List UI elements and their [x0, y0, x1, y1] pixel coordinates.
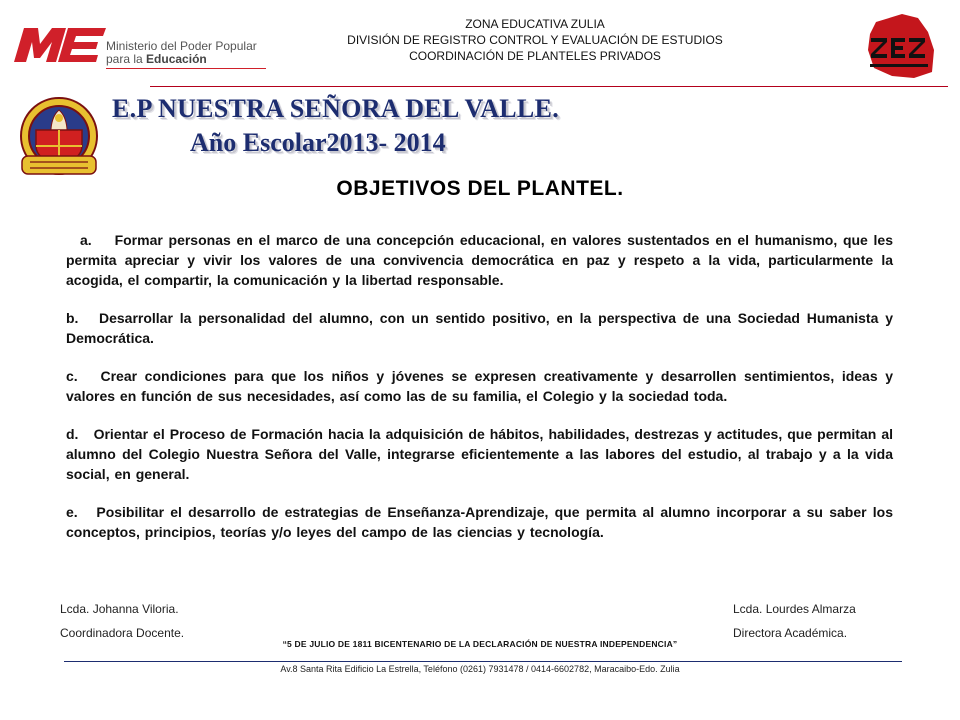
header-line-zone: ZONA EDUCATIVA ZULIA — [465, 17, 605, 31]
school-name: E.P NUESTRA SEÑORA DEL VALLE. — [112, 94, 560, 123]
me-logo-icon — [10, 22, 110, 66]
zez-map-logo-icon — [862, 12, 940, 80]
footer-motto: “5 DE JULIO DE 1811 BICENTENARIO DE LA DECLARACIÓN DE NUESTRA INDEPENDENCIA” — [282, 639, 678, 649]
page-title: OBJETIVOS DEL PLANTEL. — [336, 177, 624, 200]
signature-right-role: Directora Académica. — [733, 626, 848, 640]
header-divider — [150, 86, 948, 87]
ministry-logo — [10, 22, 270, 74]
school-crest — [16, 96, 102, 182]
ministry-logo-text-line2: para la Educación — [106, 52, 207, 66]
header-line-division: DIVISIÓN DE REGISTRO CONTROL Y EVALUACIÓN DE ESTUDIOS — [347, 33, 723, 47]
school-crest-icon — [16, 96, 102, 182]
objective-c: c. Crear condiciones para que los niños y jóvenes se expresen creativamente y desarrollen sentimientos, ideas y valores en función de sus necesidades, así como las de su familia, el Colegio y la sociedad toda. — [66, 368, 894, 404]
ministry-logo-underline — [106, 68, 266, 69]
signature-right-name: Lcda. Lourdes Almarza — [733, 602, 856, 616]
objective-a: a. Formar personas en el marco de una concepción educacional, en valores sustentados en el humanismo, que les permita apreciar y vivir los valores de una convivencia democrática en paz y respeto a la vida, particularmente la acogida, el compartir, la comunicación y la libertad responsable. — [66, 232, 894, 288]
objective-d: d. Orientar el Proceso de Formación hacia la adquisición de hábitos, habilidades, destrezas y actitudes, que permitan al alumno del Colegio Nuestra Señora del Valle, integrarse eficientemente a las labores del estudio, al trabajo y a la vida social, en general. — [66, 426, 894, 482]
signature-left-role: Coordinadora Docente. — [60, 626, 185, 640]
footer-address: Av.8 Santa Rita Edificio La Estrella, Teléfono (0261) 7931478 / 0414-6602782, Maracaibo-Edo. Zulia — [280, 664, 680, 674]
objective-e: e. Posibilitar el desarrollo de estrategias de Enseñanza-Aprendizaje, que permita al alumno incorporar a su saber los conceptos, principios, teorías y/o leyes del campo de las ciencias y tecnología. — [66, 504, 894, 540]
objectives-list — [66, 230, 893, 560]
school-year: Año Escolar2013- 2014 — [190, 128, 446, 157]
ministry-logo-text-line1: Ministerio del Poder Popular — [106, 39, 257, 53]
signature-left-name: Lcda. Johanna Viloria. — [60, 602, 179, 616]
header-line-coordination: COORDINACIÓN DE PLANTELES PRIVADOS — [409, 49, 661, 63]
zone-logo — [862, 12, 940, 80]
footer-divider — [64, 661, 902, 662]
objective-b: b. Desarrollar la personalidad del alumno, con un sentido positivo, en la perspectiva de una Sociedad Humanista y Democrática. — [66, 310, 893, 346]
